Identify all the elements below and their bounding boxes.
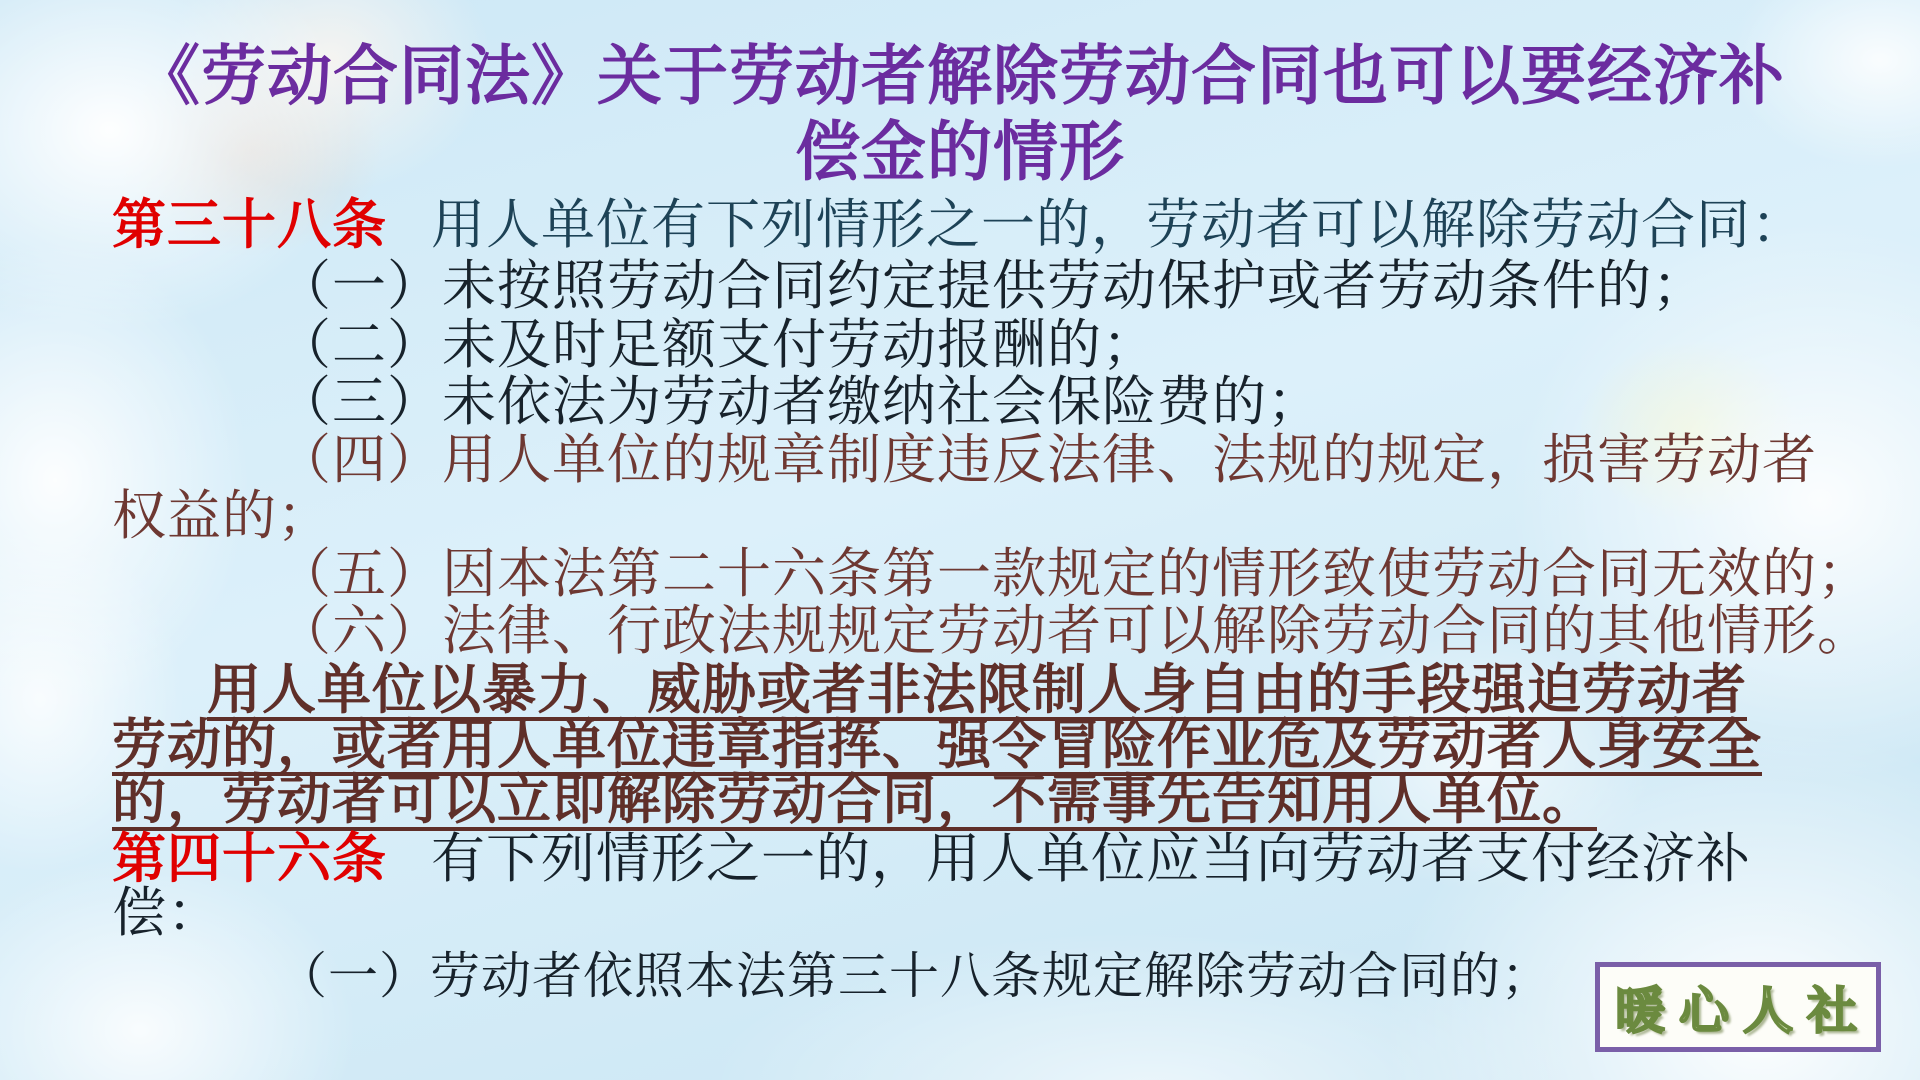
article-46-intro-wrap: 偿：: [112, 883, 222, 943]
article-38-item-4-line1: （四）用人单位的规章制度违反法律、法规的规定，损害劳动者: [277, 430, 1817, 490]
article-38-item-2: （二）未及时足额支付劳动报酬的；: [277, 315, 1157, 375]
watermark-badge-text: 暖心人社: [1615, 983, 1871, 1039]
article-38-label: 第三十八条: [112, 195, 387, 255]
article-46-label: 第四十六条: [112, 829, 387, 889]
article-46-intro-text: 有下列情形之一的，用人单位应当向劳动者支付经济补: [431, 829, 1751, 889]
article-38-intro-line: [112, 196, 1806, 254]
slide-title-line2: 偿金的情形: [794, 115, 1125, 188]
article-38-item-4-line2: 权益的；: [112, 486, 332, 546]
slide-title: [0, 38, 1920, 190]
force-clause-line3: 的，劳动者可以立即解除劳动合同，不需事先告知用人单位。: [112, 770, 1597, 830]
article-38-item-3: （三）未依法为劳动者缴纳社会保险费的；: [277, 372, 1322, 432]
slide-title-line1: 《劳动合同法》关于劳动者解除劳动合同也可以要经济补: [134, 39, 1785, 112]
article-38-item-6: （六）法律、行政法规规定劳动者可以解除劳动合同的其他情形。: [277, 601, 1872, 661]
force-clause-line1: 用人单位以暴力、威胁或者非法限制人身自由的手段强迫劳动者: [207, 660, 1747, 720]
article-46-item-1: （一）劳动者依照本法第三十八条规定解除劳动合同的；: [277, 948, 1552, 1004]
article-38-intro-text: 用人单位有下列情形之一的，劳动者可以解除劳动合同：: [431, 195, 1806, 255]
article-46-intro-line: [112, 830, 1751, 888]
watermark-badge: [1595, 962, 1881, 1052]
article-38-item-1: （一）未按照劳动合同约定提供劳动保护或者劳动条件的；: [277, 256, 1707, 316]
article-38-item-5: （五）因本法第二十六条第一款规定的情形致使劳动合同无效的；: [277, 544, 1872, 604]
force-clause-line2: 劳动的，或者用人单位违章指挥、强令冒险作业危及劳动者人身安全: [112, 715, 1762, 775]
